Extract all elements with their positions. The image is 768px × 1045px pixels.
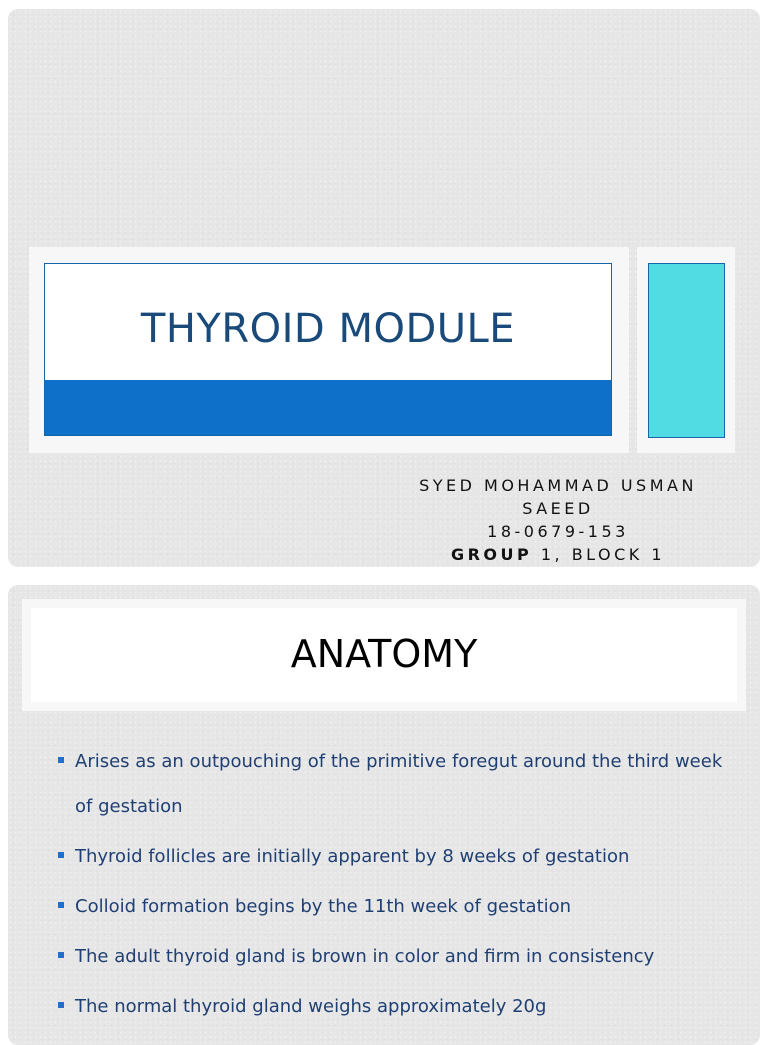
accent-box bbox=[648, 263, 725, 438]
bullet-item bbox=[58, 934, 738, 979]
bullet-marker-icon bbox=[58, 902, 64, 908]
group-detail: 1, BLOCK 1 bbox=[532, 545, 666, 564]
bullet-item bbox=[58, 884, 738, 929]
bullet-text: The adult thyroid gland is brown in color and firm in consistency bbox=[75, 946, 655, 967]
title-accent-bar bbox=[45, 380, 611, 435]
bullet-text: Colloid formation begins by the 11th week of gestation bbox=[75, 896, 572, 917]
anatomy-slide bbox=[8, 585, 760, 1045]
heading-box bbox=[31, 608, 737, 702]
bullet-marker-icon bbox=[58, 852, 64, 858]
slide-heading: ANATOMY bbox=[290, 632, 478, 676]
title-slide bbox=[8, 9, 760, 567]
author-name-line2: SAEED bbox=[522, 499, 594, 518]
heading-frame bbox=[22, 599, 746, 711]
author-group bbox=[408, 543, 708, 566]
bullet-text: Arises as an outpouching of the primitive foregut around the third week of gestation bbox=[75, 751, 723, 817]
group-label: GROUP bbox=[450, 545, 533, 564]
author-name-line1: SYED MOHAMMAD USMAN bbox=[419, 476, 697, 495]
title-box bbox=[44, 263, 612, 436]
accent-frame bbox=[637, 247, 735, 453]
bullet-item bbox=[58, 739, 738, 829]
slide-title: THYROID MODULE bbox=[140, 306, 516, 352]
bullet-text: The normal thyroid gland weighs approximately 20g bbox=[75, 996, 547, 1017]
bullet-item bbox=[58, 834, 738, 879]
bullet-list bbox=[58, 739, 738, 1034]
title-frame bbox=[29, 247, 629, 453]
bullet-text: Thyroid follicles are initially apparent by 8 weeks of gestation bbox=[75, 846, 630, 867]
bullet-item bbox=[58, 984, 738, 1029]
author-id: 18-0679-153 bbox=[487, 522, 629, 541]
bullet-marker-icon bbox=[58, 757, 64, 763]
author-block bbox=[408, 474, 708, 566]
bullet-marker-icon bbox=[58, 952, 64, 958]
bullet-marker-icon bbox=[58, 1002, 64, 1008]
